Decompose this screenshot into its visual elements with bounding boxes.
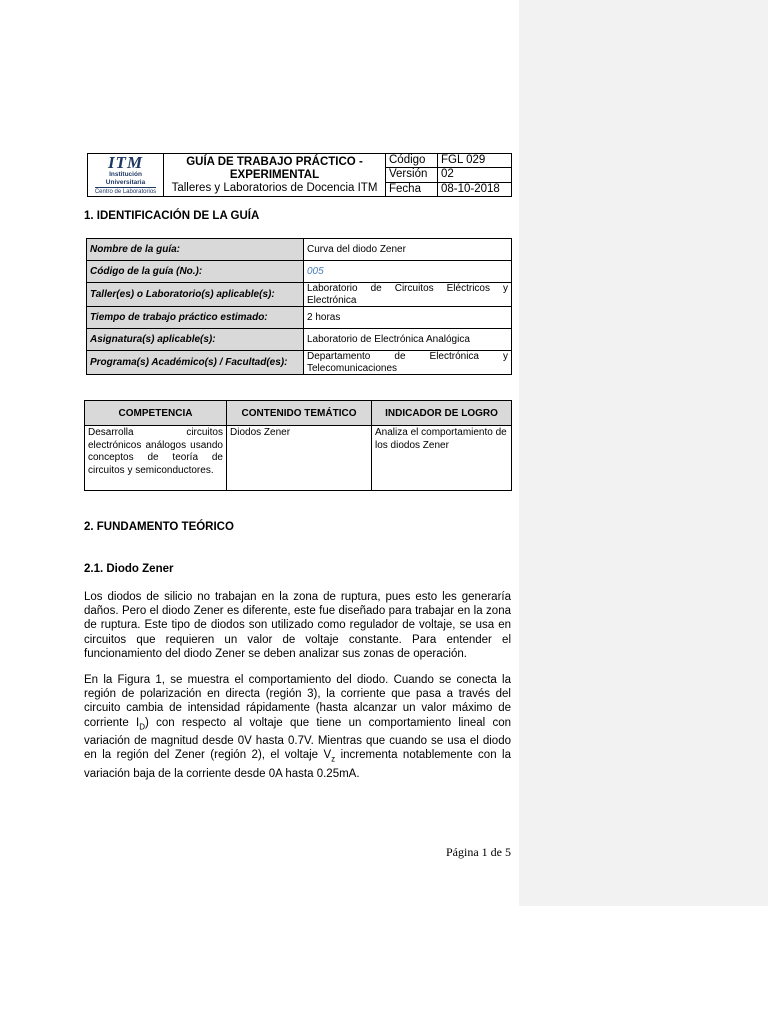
- ident-value: 2 horas: [304, 307, 512, 329]
- meta-label: Código: [386, 154, 438, 168]
- comment-pane: [519, 0, 768, 906]
- ident-value: Laboratorio de Electrónica Analógica: [304, 329, 512, 351]
- meta-label: Fecha: [386, 182, 438, 196]
- competencias-table: [84, 400, 512, 491]
- itm-logo: ITM Institución Universitaria Centro de Laboratorios: [94, 153, 157, 195]
- ident-label: Taller(es) o Laboratorio(s) aplicable(s):: [87, 283, 304, 307]
- competencia-cell: Desarrolla circuitos electrónicos análogos usando conceptos de teoría de circuitos y semiconductores.: [85, 426, 227, 491]
- ident-label: Código de la guía (No.):: [87, 261, 304, 283]
- column-header: CONTENIDO TEMÁTICO: [227, 401, 372, 426]
- ident-value: Laboratorio de Circuitos Eléctricos y Electrónica: [304, 283, 512, 307]
- meta-label: Versión: [386, 168, 438, 182]
- column-header: INDICADOR DE LOGRO: [372, 401, 512, 426]
- column-header: COMPETENCIA: [85, 401, 227, 426]
- meta-value: 02: [438, 168, 512, 182]
- paragraph: Los diodos de silicio no trabajan en la zona de ruptura, pues esto les generaría daños. Pero el diodo Zener es diferente, este fue diseñado para trabajar en la zona de ruptura. Este tipo de diodos son utilizado como regulador de voltaje, se usa en circuitos que requieren un valor de voltaje constante. Para entender el funcionamiento del diodo Zener se deben analizar sus zonas de operación.: [84, 591, 511, 660]
- ident-label: Programa(s) Académico(s) / Facultad(es):: [87, 351, 304, 375]
- section-2-heading: 2. FUNDAMENTO TEÓRICO: [84, 521, 234, 533]
- meta-value: FGL 029: [438, 154, 512, 168]
- contenido-cell: Diodos Zener: [227, 426, 372, 491]
- ident-value: Departamento de Electrónica y Telecomunicaciones: [304, 351, 512, 375]
- subsection-heading: 2.1. Diodo Zener: [84, 563, 174, 575]
- ident-label: Asignatura(s) aplicable(s):: [87, 329, 304, 351]
- indicador-cell: Analiza el comportamiento de los diodos Zener: [372, 426, 512, 491]
- meta-value: 08-10-2018: [438, 182, 512, 196]
- ident-label: Tiempo de trabajo práctico estimado:: [87, 307, 304, 329]
- page-number: Página 1 de 5: [446, 845, 511, 859]
- paragraph: En la Figura 1, se muestra el comportamiento del diodo. Cuando se conecta la región de polarización en directa (región 3), la corriente que pasa a través del circuito cambia de intensidad rápidamente (hasta alcanzar un valor máximo de corriente $I_D$) con respecto al voltaje que tiene un comportamiento lineal con variación de magnitud desde 0V hasta 0.7V. Mientras que cuando se usa el diodo en la región del Zener (región 2), el voltaje $V_z$ incrementa notablemente con la variación baja de la corriente desde 0A hasta 0.25mA.: [84, 674, 511, 780]
- ident-value-link[interactable]: 005: [304, 261, 512, 283]
- ident-label: Nombre de la guía:: [87, 239, 304, 261]
- section-1-heading: 1. IDENTIFICACIÓN DE LA GUÍA: [84, 210, 260, 222]
- logo-cell: [88, 154, 164, 197]
- document-title: GUÍA DE TRABAJO PRÁCTICO - EXPERIMENTAL Talleres y Laboratorios de Docencia ITM: [164, 154, 386, 197]
- document-header: [87, 153, 512, 197]
- identification-table: [86, 238, 512, 375]
- ident-value: Curva del diodo Zener: [304, 239, 512, 261]
